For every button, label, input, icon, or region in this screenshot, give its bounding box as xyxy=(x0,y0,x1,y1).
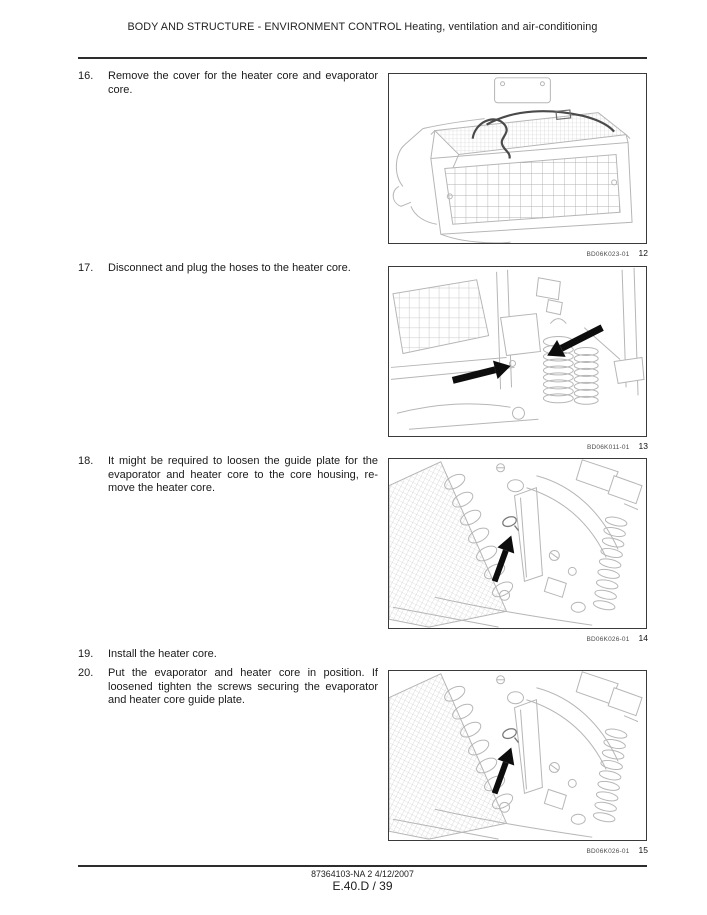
figure-caption xyxy=(388,633,648,643)
figure-panel-14 xyxy=(388,458,647,629)
step-text: Install the heater core. xyxy=(108,648,217,660)
step-text: It might be required to loosen the guide plate for the evaporator and heater core to the core housing, re-move the heater core. xyxy=(108,455,378,494)
footer-page-reference: E.40.D / 39 xyxy=(332,879,393,893)
step-item-20 xyxy=(78,667,378,708)
figure-code: BD06K026-01 xyxy=(586,636,630,643)
step-item-16 xyxy=(78,70,378,97)
figure-number: 13 xyxy=(638,441,648,451)
step-number: 16. xyxy=(78,70,94,82)
footer-rule xyxy=(78,865,647,867)
step-text: Disconnect and plug the hoses to the heater core. xyxy=(108,262,351,274)
figure-panel-13 xyxy=(388,266,647,437)
figure-code: BD06K023-01 xyxy=(586,251,630,258)
step-number: 20. xyxy=(78,667,94,679)
heater-core-cover-illustration xyxy=(389,74,646,243)
figure-number: 12 xyxy=(638,248,648,258)
figure-caption xyxy=(388,845,648,855)
figure-panel-15 xyxy=(388,670,647,841)
figure-code: BD06K026-01 xyxy=(586,848,630,855)
figure-caption xyxy=(388,441,648,451)
header-rule xyxy=(78,57,647,59)
step-item-17 xyxy=(78,262,378,276)
figure-code: BD06K011-01 xyxy=(586,444,630,451)
heater-hoses-arrows-illustration xyxy=(389,267,646,436)
step-number: 18. xyxy=(78,455,94,467)
step-number: 17. xyxy=(78,262,94,274)
step-text: Put the evaporator and heater core in position. If loosened tighten the screws securing the evaporator and heater core guide plate. xyxy=(108,667,378,706)
step-item-18 xyxy=(78,455,378,496)
figure-number: 14 xyxy=(638,633,648,643)
evaporator-guide-plate-illustration xyxy=(389,671,646,840)
step-number: 19. xyxy=(78,648,94,660)
figure-number: 15 xyxy=(638,845,648,855)
step-item-19 xyxy=(78,648,378,662)
step-text: Remove the cover for the heater core and evaporator core. xyxy=(108,70,378,96)
figure-caption xyxy=(388,248,648,258)
footer-document-reference: 87364103-NA 2 4/12/2007 xyxy=(311,869,414,879)
evaporator-guide-plate-illustration xyxy=(389,459,646,628)
figure-panel-12 xyxy=(388,73,647,244)
page-header-title: BODY AND STRUCTURE - ENVIRONMENT CONTROL Heating, ventilation and air-conditioning xyxy=(127,21,598,33)
